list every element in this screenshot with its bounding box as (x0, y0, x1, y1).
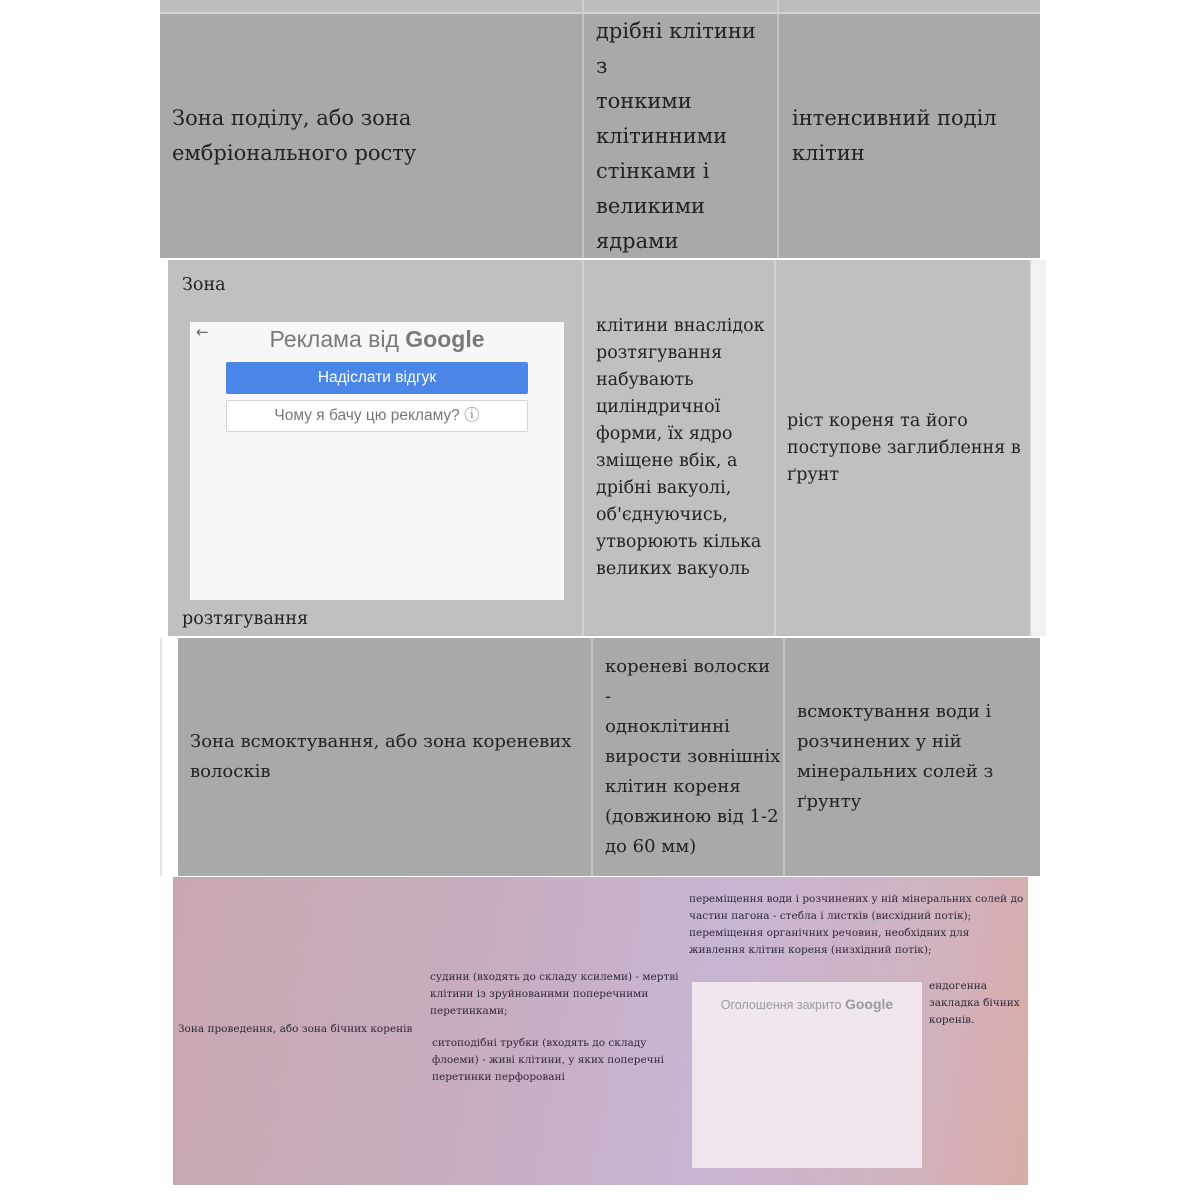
google-logo: Google (844, 996, 894, 1012)
table-row-conduction-zone (173, 877, 1028, 1185)
function-text: інтенсивний поділ клітин (792, 106, 997, 165)
function-text: ріст кореня та його поступове заглиблення в ґрунт (787, 410, 1021, 485)
zone-name-top: Зона (182, 275, 226, 295)
ad-widget (190, 322, 564, 600)
zone-name: Зона всмоктування, або зона кореневих волосків (190, 731, 572, 782)
why-this-ad-button[interactable]: Чому я бачу цю рекламу? ⓘ (226, 400, 528, 432)
send-feedback-button[interactable]: Надіслати відгук (226, 362, 528, 394)
table-row-elongation-zone (168, 260, 1030, 636)
table-row-top-sliver (160, 0, 1040, 14)
ad-closed-label: Оголошення закрито Google (720, 996, 894, 1012)
zone-name: Зона поділу, або зона ембріонального росту (172, 106, 417, 165)
ad-title: Реклама від Google (269, 326, 485, 352)
structure-xylem-text: судини (входять до складу ксилеми) - мертві клітини із зруйнованими поперечними перетинками; (430, 971, 679, 1017)
ad-closed-box (692, 982, 922, 1168)
table-left-border (160, 638, 162, 876)
table-row-absorption-zone (178, 638, 1040, 876)
table-edge (1030, 260, 1046, 636)
table-row-division-zone (160, 14, 1040, 258)
zone-name: Зона проведення, або зона бічних коренів (178, 1023, 413, 1035)
structure-text: кореневі волоски - одноклітинні вирости зовнішніх клітин кореня (довжиною від 1-2 до 60 мм) (605, 656, 781, 857)
structure-phloem-text: ситоподібні трубки (входять до складу флоеми) - живі клітини, у яких поперечні перетинки перфоровані (432, 1037, 664, 1083)
google-logo: Google (405, 326, 485, 352)
zone-name-bottom: розтягування (182, 609, 309, 629)
function-text: всмоктування води і розчинених у ній мінеральних солей з ґрунту (797, 701, 994, 812)
structure-text: клітини внаслідок розтягування набувають циліндричної форми, їх ядро зміщене вбік, а дрібні вакуолі, об'єднуючись, утворюють кілька великих вакуоль (596, 316, 765, 579)
function-text: переміщення води і розчинених у ній мінеральних солей до частин пагона - стебла і листків (висхідний потік); переміщення органічних речовин, необхідних для живлення клітин кореня (низхідний потік); (689, 893, 1024, 956)
extra-text: ендогенна закладка бічних коренів. (929, 980, 1020, 1026)
back-arrow-icon[interactable]: ← (196, 323, 209, 341)
structure-text: дрібні клітини з тонкими клітинними стінками і великими ядрами (596, 18, 756, 253)
